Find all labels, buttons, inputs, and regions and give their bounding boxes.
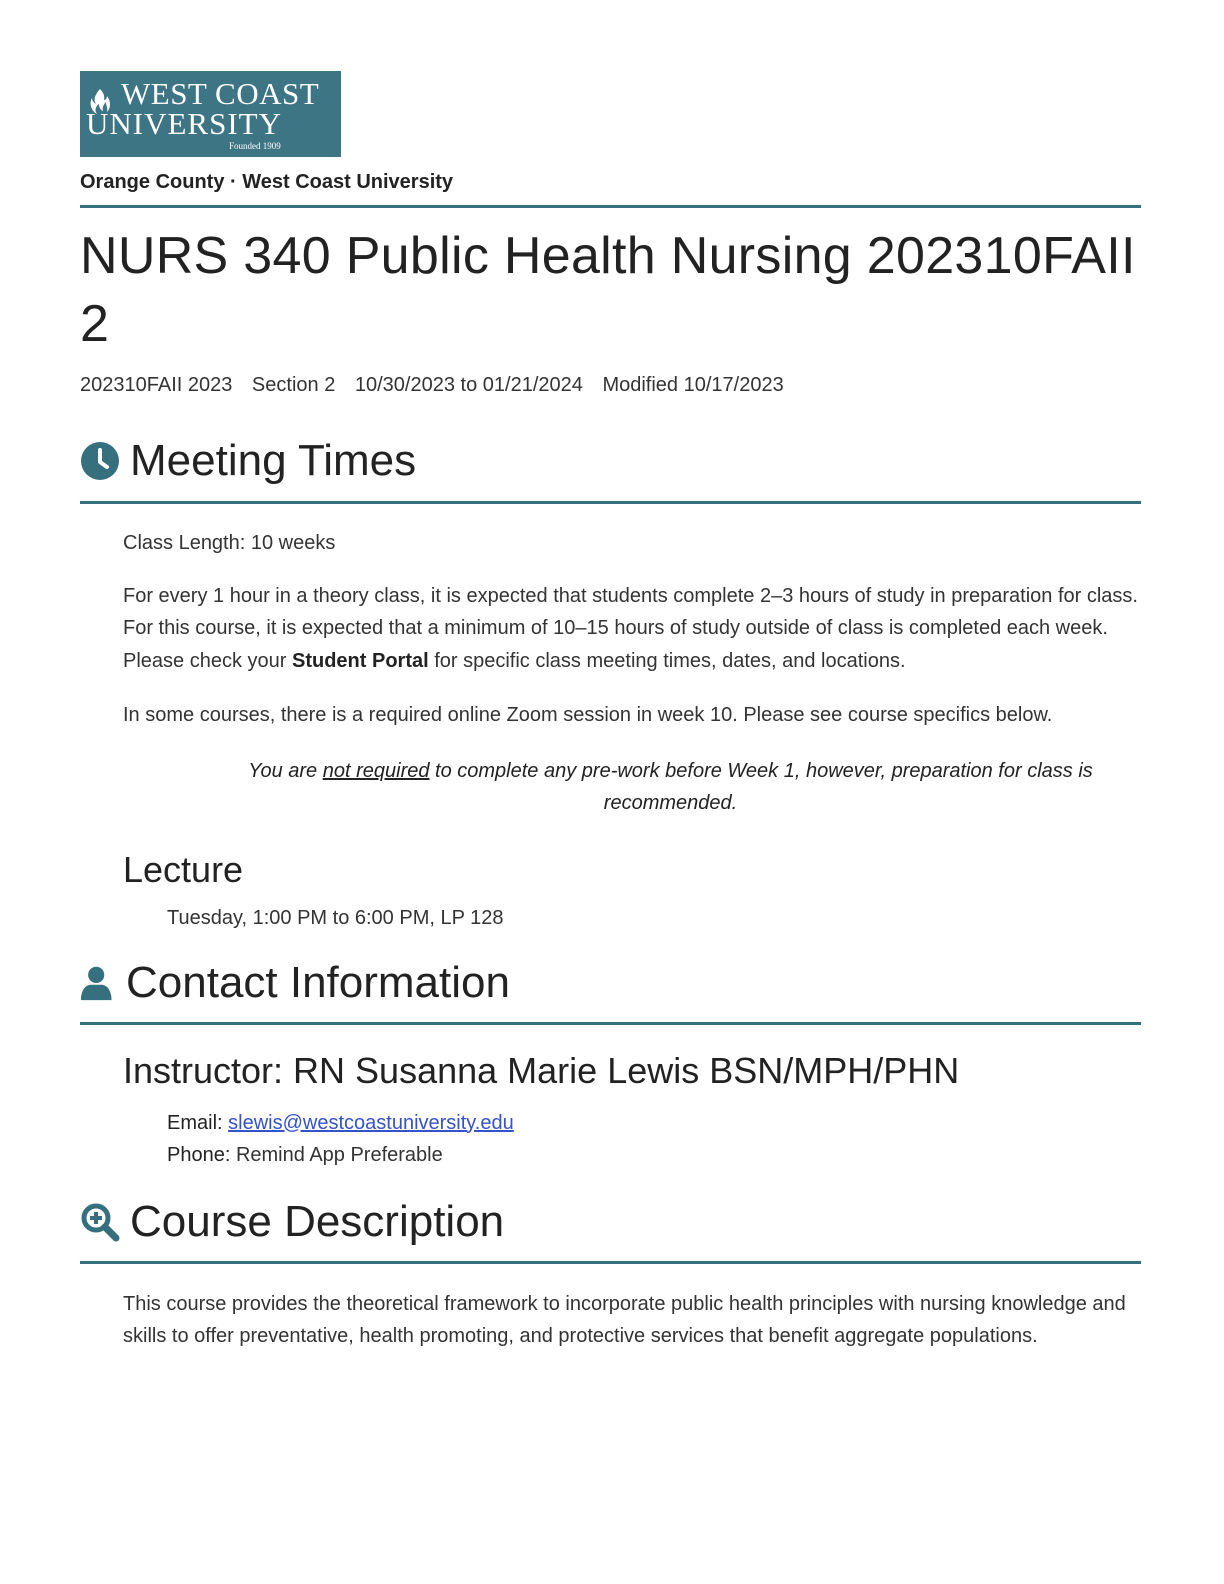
divider (80, 1022, 1141, 1025)
contact-title: Contact Information (126, 957, 510, 1007)
syllabus-page (80, 71, 1141, 1353)
person-icon (80, 963, 116, 1003)
lecture-heading: Lecture (123, 848, 244, 890)
logo-line-2: UNIVERSITY (86, 106, 282, 141)
phone-value: Remind App Preferable (235, 1143, 443, 1166)
email-row (167, 1107, 1141, 1139)
phone-label: Phone: (167, 1143, 231, 1166)
prework-text-1: You are (248, 759, 323, 782)
logo-founded: Founded 1909 (229, 141, 281, 151)
prework-note (80, 755, 1141, 820)
meeting-times-heading (80, 434, 1141, 488)
clock-icon (80, 441, 120, 481)
lecture-time: Tuesday, 1:00 PM to 6:00 PM, LP 128 (167, 906, 504, 929)
divider (80, 1261, 1141, 1264)
email-label: Email: (167, 1111, 223, 1134)
course-dates: 10/30/2023 to 01/21/2024 (354, 374, 583, 396)
logo-line-1: WEST COAST (121, 76, 320, 111)
study-text-2: for specific class meeting times, dates, and locations. (428, 649, 906, 672)
magnify-plus-icon (80, 1202, 120, 1242)
contact-heading (80, 956, 1141, 1010)
zoom-note: In some courses, there is a required online Zoom session in week 10. Please see course specifics below. (123, 704, 1053, 726)
instructor-name: Instructor: RN Susanna Marie Lewis BSN/MPH/PHN (123, 1049, 960, 1091)
prework-underline: not required (322, 759, 430, 782)
study-text-1: For every 1 hour in a theory class, it is expected that students complete 2–3 hours of study in preparation for class. For this course, it is expected that a minimum of 10–15 hours of study outside of class is completed each week. Please check your (123, 584, 1138, 672)
description-text: This course provides the theoretical framework to incorporate public health principles with nursing knowledge and skills to offer preventative, health promoting, and protective services that benefit aggregate populations. (123, 1292, 1126, 1347)
divider (80, 205, 1141, 208)
contact-details (80, 1107, 1141, 1171)
email-link[interactable]: slewis@westcoastuniversity.edu (228, 1111, 514, 1134)
course-meta (80, 372, 1141, 398)
prework-text-2: to complete any pre-work before Week 1, however, preparation for class is recommended. (429, 759, 1093, 814)
study-expectations (80, 580, 1141, 678)
description-heading (80, 1195, 1141, 1249)
course-title: NURS 340 Public Health Nursing 202310FAII 2 (80, 227, 1136, 353)
campus-label: Orange County · West Coast University (80, 171, 454, 193)
class-length: Class Length: 10 weeks (123, 532, 336, 554)
phone-row (167, 1139, 1141, 1171)
description-title: Course Description (130, 1196, 505, 1246)
meeting-times-title: Meeting Times (130, 436, 417, 485)
course-term: 202310FAII 2023 (80, 374, 233, 396)
student-portal-label: Student Portal (291, 649, 429, 672)
divider (80, 501, 1141, 504)
course-modified: Modified 10/17/2023 (602, 374, 784, 396)
university-logo (80, 71, 341, 157)
course-section: Section 2 (251, 374, 336, 396)
